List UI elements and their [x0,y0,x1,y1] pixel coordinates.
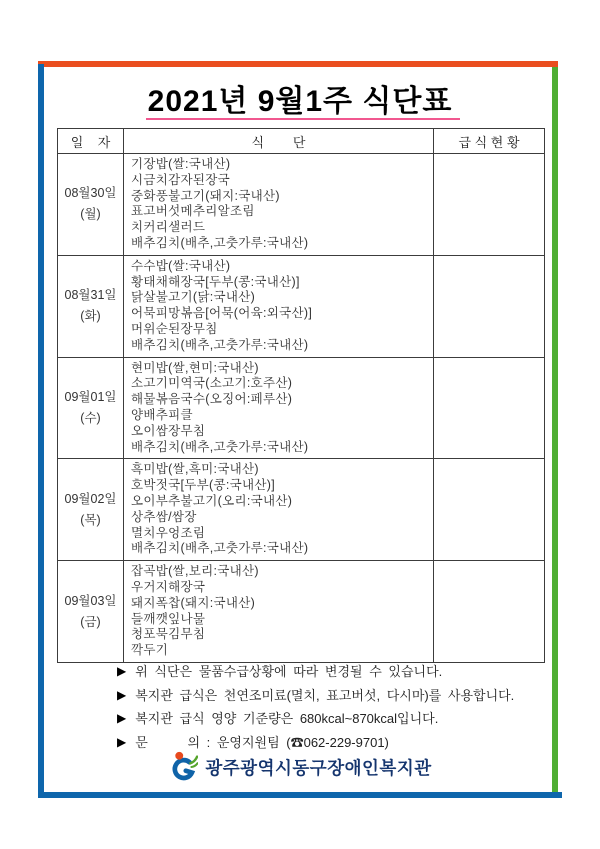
menu-cell [124,255,434,357]
date-cell [58,154,124,256]
notes-section [117,663,557,757]
header-date: 일 자 [58,129,124,154]
menu-item: 배추김치(배추,고춧가루:국내산) [131,235,309,250]
menu-item: 돼지폭찹(돼지:국내산) [131,595,256,610]
menu-item: 우거지해장국 [131,579,206,594]
arrow-bullet-icon: ▶ [117,734,127,749]
menu-cell [124,357,434,459]
menu-item: 호박젓국[두부(콩:국내산)] [131,478,275,493]
menu-item: 청포묵김무침 [131,627,206,642]
status-cell [434,561,545,663]
status-cell [434,459,545,561]
note-text: 문 의 : 운영지원팀 (☎062-229-9701) [135,734,389,750]
org-name: 광주광역시동구장애인복지관 [205,757,432,778]
menu-item: 현미밥(쌀,현미:국내산) [131,360,259,375]
day-text: (화) [80,309,101,324]
table-row [58,255,545,357]
date-text: 08월31일 [64,288,117,303]
menu-item: 닭살불고기(닭:국내산) [131,290,256,305]
menu-item: 들깨깻잎나물 [131,611,206,626]
page-title: 2021년 9월1주 식단표 [147,85,453,118]
arrow-bullet-icon: ▶ [117,664,127,678]
menu-item: 머위순된장무침 [131,321,218,336]
date-text: 09월02일 [64,491,117,506]
status-cell [434,357,545,459]
header-status: 급 식 현 황 [434,129,545,154]
date-cell [58,357,124,459]
menu-item: 수수밥(쌀:국내산) [131,258,231,273]
menu-item: 배추김치(배추,고춧가루:국내산) [131,439,309,454]
menu-item: 치커리샐러드 [131,220,206,235]
date-text: 08월30일 [64,186,117,201]
menu-item: 기장밥(쌀:국내산) [131,157,231,171]
menu-item: 멸치우엉조림 [131,525,206,540]
menu-item: 중화풍불고기(돼지:국내산) [131,188,280,203]
menu-item: 소고기미역국(소고기:호주산) [131,376,293,391]
menu-item: 상추쌈/쌈장 [131,509,197,524]
menu-item: 잡곡밥(쌀,보리:국내산) [131,564,259,579]
day-text: (수) [80,410,101,425]
menu-item: 흑미밥(쌀,흑미:국내산) [131,462,259,477]
date-cell [58,561,124,663]
date-text: 09월01일 [64,389,117,404]
menu-cell [124,154,434,256]
table-row [58,561,545,663]
day-text: (금) [80,614,101,629]
note-text: 복지관 급식 영양 기준량은 680kcal~870kcal입니다. [135,711,439,726]
table-row [58,459,545,561]
org-logo-icon [168,751,198,783]
arrow-bullet-icon: ▶ [117,711,127,725]
menu-item: 양배추피클 [131,407,193,422]
note-text: 복지관 급식은 천연조미료(멸치, 표고버섯, 다시마)를 사용합니다. [135,687,515,703]
note-item [117,734,557,751]
menu-item: 황태채해장국[두부(콩:국내산)] [131,274,300,289]
header-menu: 식 단 [124,129,434,154]
arrow-bullet-icon: ▶ [117,687,127,702]
title-underline [146,118,460,120]
table-row [58,154,545,256]
frame-bottom-line [38,792,562,798]
menu-item: 오이쌈장무침 [131,423,206,438]
menu-item: 오이부추불고기(오리:국내산) [131,493,293,508]
menu-item: 해물볶음국수(오징어:페루산) [131,392,293,407]
note-text: 위 식단은 물품수급상황에 따라 변경될 수 있습니다. [135,664,443,679]
status-cell [434,255,545,357]
menu-item: 어묵피망볶음[어묵(어육:외국산)] [131,306,313,321]
note-item [117,710,557,727]
org-footer [0,751,600,783]
date-cell [58,255,124,357]
frame-left-line [38,64,44,798]
table-header-row [58,129,545,154]
menu-item: 배추김치(배추,고춧가루:국내산) [131,337,309,352]
menu-item: 배추김치(배추,고춧가루:국내산) [131,541,309,556]
day-text: (월) [80,207,101,222]
status-cell [434,154,545,256]
menu-cell [124,459,434,561]
menu-item: 표고버섯메추리알조림 [131,204,255,219]
menu-item: 깍두기 [131,643,169,658]
date-cell [58,459,124,561]
note-item [117,663,557,680]
menu-cell [124,561,434,663]
frame-top-line [38,61,558,67]
day-text: (목) [80,512,101,527]
date-text: 09월03일 [64,593,117,608]
note-item [117,687,557,704]
table-row [58,357,545,459]
menu-item: 시금치감자된장국 [131,172,231,187]
meal-plan-table [57,128,545,663]
